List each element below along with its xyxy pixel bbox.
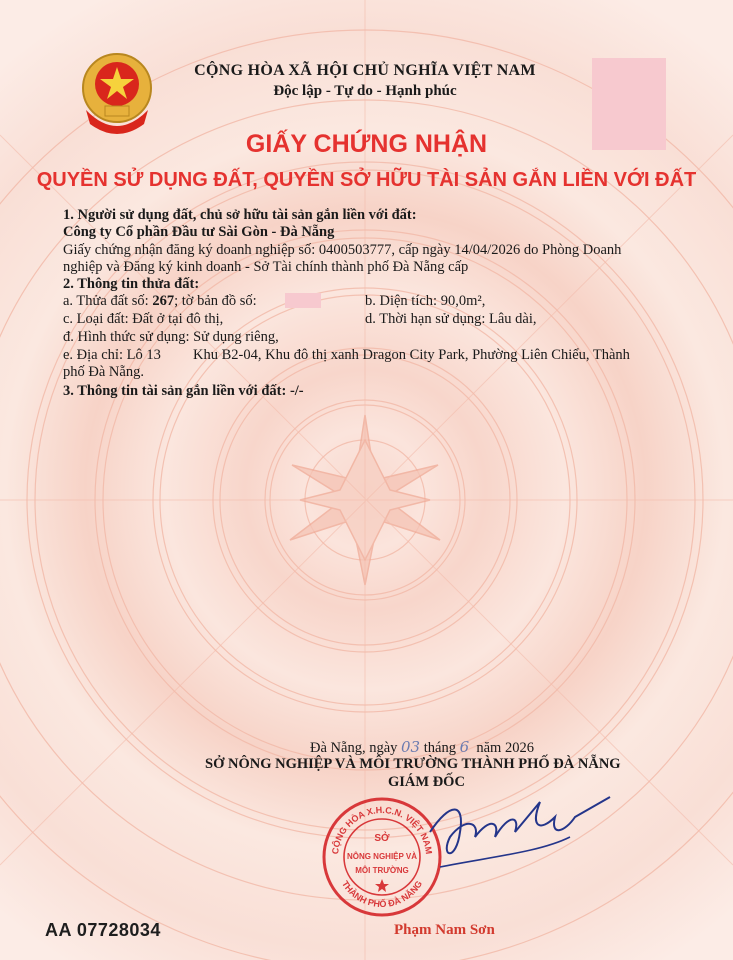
address-line-2: phố Đà Nẵng. [63,364,144,380]
svg-text:NÔNG NGHIỆP VÀ: NÔNG NGHIỆP VÀ [346,852,418,861]
nation-heading: CỘNG HÒA XÃ HỘI CHỦ NGHĨA VIỆT NAM [194,62,536,79]
section1-heading: 1. Người sử dụng đất, chủ sở hữu tài sản gắn liền với đất: [63,207,417,223]
svg-text:CỘNG HÒA X.H.C.N. VIỆT NAM: CỘNG HÒA X.H.C.N. VIỆT NAM [330,804,435,855]
signer-position: GIÁM ĐỐC [388,774,465,790]
svg-text:MÔI TRƯỜNG: MÔI TRƯỜNG [355,866,409,875]
usage-form: đ. Hình thức sử dụng: Sử dụng riêng, [63,329,279,345]
signer-name: Phạm Nam Sơn [394,922,495,938]
handwritten-month: 6 [459,738,470,756]
section2-heading: 2. Thông tin thửa đất: [63,276,200,292]
national-emblem [78,50,156,136]
handwritten-day: 03 [401,738,421,756]
issuing-agency: SỞ NÔNG NGHIỆP VÀ MÔI TRƯỜNG THÀNH PHỐ ĐÀ NẴNG [205,756,621,772]
certificate-title: GIẤY CHỨNG NHẬN [245,130,488,158]
redacted-map-sheet [285,293,321,308]
business-cert-line-2: nghiệp và Đăng ký kinh doanh - Sở Tài chính thành phố Đà Nẵng cấp [63,259,469,275]
motto-heading: Độc lập - Tự do - Hạnh phúc [273,83,457,99]
serial-number: AA 07728034 [45,920,161,940]
svg-text:SỞ: SỞ [374,833,390,844]
address-line-1: Khu B2-04, Khu đô thị xanh Dragon City Park, Phường Liên Chiểu, Thành [193,347,630,363]
business-cert-line-1: Giấy chứng nhận đăng ký doanh nghiệp số: 0400503777, cấp ngày 14/04/2026 do Phòng Doanh [63,242,622,258]
land-term: d. Thời hạn sử dụng: Lâu dài, [365,311,537,327]
issue-date: Đà Nẵng, ngày 03 tháng 6 năm 2026 [310,738,534,756]
parcel-number: a. Thửa đất số: 267; tờ bản đồ số: [63,293,257,309]
certificate-subtitle: QUYỀN SỬ DỤNG ĐẤT, QUYỀN SỞ HỮU TÀI SẢN GẮN LIỀN VỚI ĐẤT [36,169,697,191]
land-type: c. Loại đất: Đất ở tại đô thị, [63,311,224,327]
handwritten-signature [420,782,620,882]
section3-assets: 3. Thông tin tài sản gắn liền với đất: -/- [63,383,304,399]
owner-name: Công ty Cổ phần Đầu tư Sài Gòn - Đà Nẵng [63,224,335,240]
address-label: e. Địa chỉ: Lô 13 [63,347,161,363]
land-area: b. Diện tích: 90,0m², [365,293,486,309]
svg-text:THÀNH PHỐ ĐÀ NẴNG: THÀNH PHỐ ĐÀ NẴNG [339,878,425,910]
